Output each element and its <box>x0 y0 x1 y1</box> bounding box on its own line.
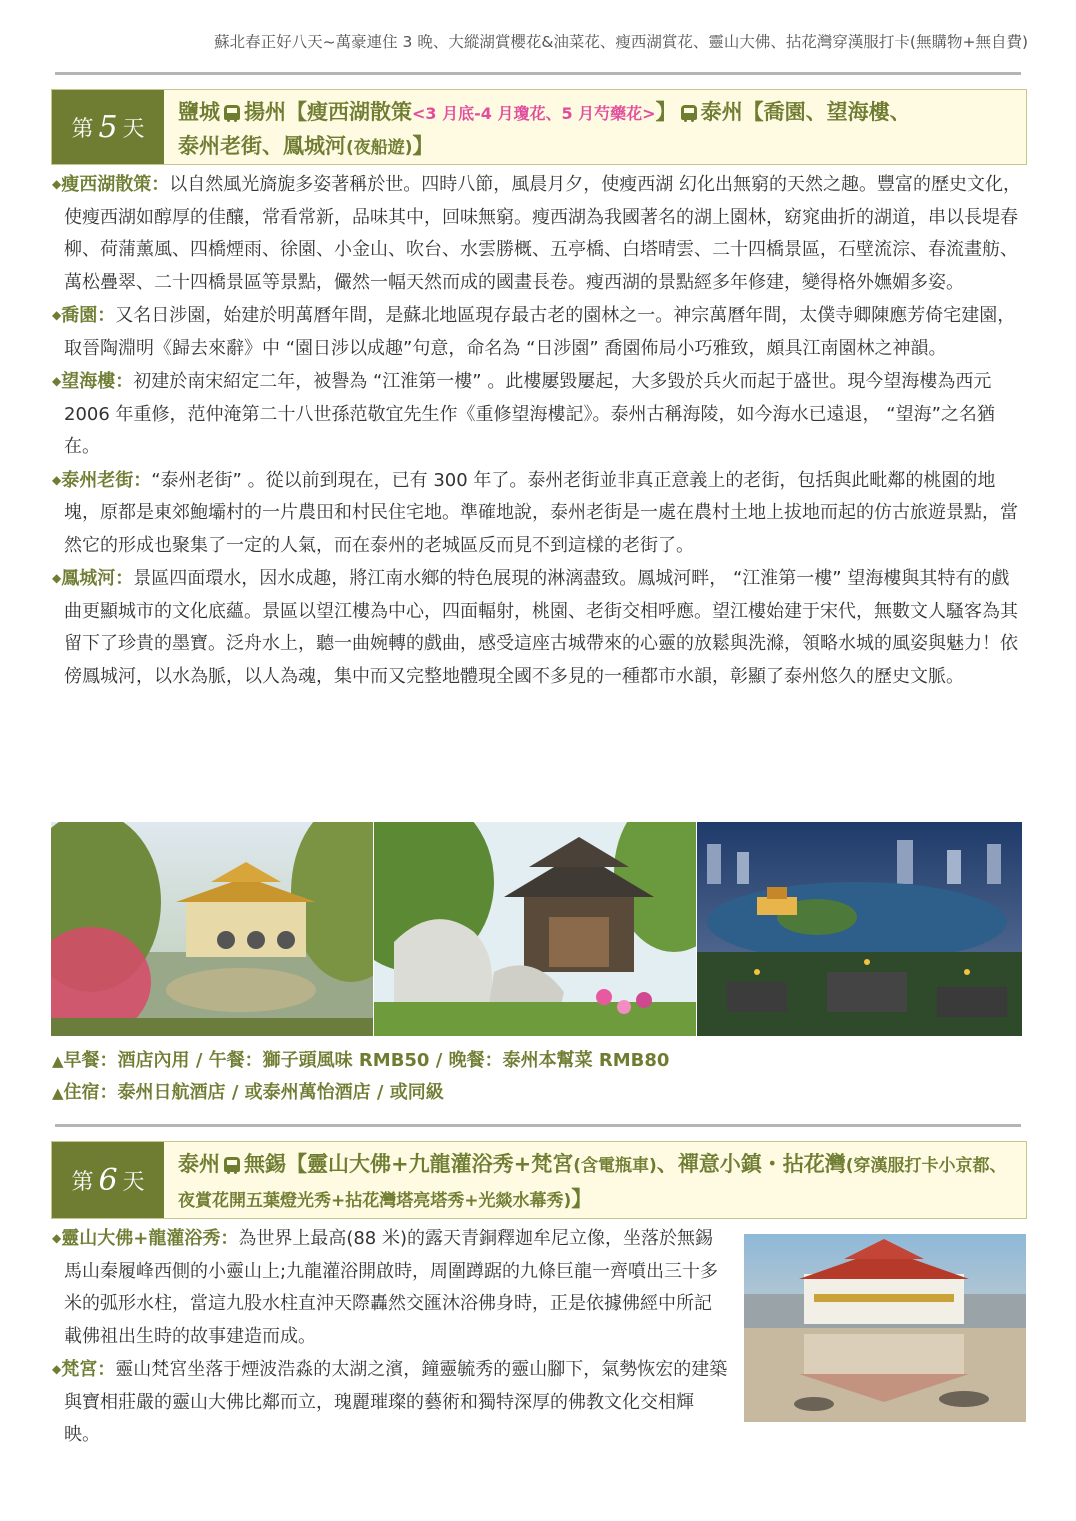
divider <box>55 72 1021 75</box>
day5-title: 鹽城 揚州【瘦西湖散策<3 月底-4 月瓊花、5 月芍藥花>】 泰州【喬園、望海樓、 泰州老街、鳳城河(夜船遊)】 <box>178 100 911 158</box>
diamond-bullet-icon: ◆ <box>52 308 62 322</box>
page-header: 蘇北春正好八天~萬豪連住 3 晚、大縱湖賞櫻花&油菜花、瘦西湖賞花、靈山大佛、拈花灣穿漢服打卡(無購物+無自費) <box>214 33 1028 51</box>
list-item: ◆瘦西湖散策：以自然風光旖旎多姿著稱於世。四時八節，風晨月夕，使瘦西湖 幻化出無窮的天然之趣。豐富的歷史文化，使瘦西湖如醇厚的佳釀，常看常新，品味其中，回味無窮。瘦西湖為我國著名的湖上園林，窈窕曲折的湖道，串以長堤春柳、荷蒲薰風、四橋煙雨、徐園、小金山、吹台、水雲勝概、五亭橋、白塔晴雲、二十四橋景區，石壁流淙、春流畫舫、萬松疊翠、二十四橋景區等景點，儼然一幅天然而成的國畫長卷。瘦西湖的景點經多年修建，變得格外嫵媚多姿。 <box>52 174 1021 293</box>
diamond-bullet-icon: ◆ <box>52 177 62 191</box>
day5-hotel: ▲住宿：泰州日航酒店 / 或泰州萬怡酒店 / 或同級 <box>52 1082 444 1103</box>
day6-items <box>52 1222 728 1452</box>
list-item: ◆鳳城河：景區四面環水，因水成趣，將江南水鄉的特色展現的淋漓盡致。鳳城河畔， “江淮第一樓” 望海樓與其特有的戲曲更顯城市的文化底蘊。景區以望江樓為中心，四面輻射，桃園、老街交相呼應。望江樓始建于宋代，無數文人騷客為其留下了珍貴的墨寶。泛舟水上，聽一曲婉轉的戲曲，感受這座古城帶來的心靈的放鬆與洗滌，領略水城的風姿與魅力！依傍鳳城河，以水為脈，以人為魂，集中而又完整地體現全國不多見的一種都市水韻，彰顯了泰州悠久的歷史文脈。 <box>52 568 1018 687</box>
day5-title-box <box>51 89 1027 165</box>
diamond-bullet-icon: ◆ <box>52 374 62 388</box>
day6-label: 第 6 天 <box>52 1142 164 1218</box>
list-item: ◆泰州老街：“泰州老街” 。從以前到現在，已有 300 年了。泰州老街並非真正意義上的老街，包括與此毗鄰的桃園的地塊，原都是東郊鮑壩村的一片農田和村民住宅地。準確地說，泰州老街是一處在農村土地上拔地而起的仿古旅遊景點，當然它的形成也聚集了一定的人氣，而在泰州的老城區反而見不到這樣的老街了。 <box>52 469 1018 556</box>
photo-lingshan-palace <box>744 1234 1026 1422</box>
list-item: ◆靈山大佛+龍灌浴秀：為世界上最高(88 米)的露天青銅釋迦牟尼立像，坐落於無錫馬山秦履峰西側的小靈山上;九龍灌浴開啟時，周圍蹲踞的九條巨龍一齊噴出三十多米的弧形水柱，當這九股水柱直沖天際轟然交匯沐浴佛身時，正是依據佛經中所記載佛祖出生時的故事建造而成。 <box>52 1228 719 1347</box>
diamond-bullet-icon: ◆ <box>52 571 62 585</box>
list-item: ◆喬園：又名日涉園，始建於明萬曆年間，是蘇北地區現存最古老的園林之一。神宗萬曆年間，太僕寺卿陳應芳倚宅建園，取晉陶淵明《歸去來辭》中 “園日涉以成趣”句意，命名為 “日涉園” 喬園佈局小巧雅致，頗具江南園林之神韻。 <box>52 305 1016 359</box>
day6-title: 泰州 無錫【靈山大佛+九龍灌浴秀+梵宮(含電瓶車)、禪意小鎮・拈花灣(穿漢服打卡小京都、夜賞花開五葉燈光秀+拈花灣塔亮塔秀+光燚水幕秀)】 <box>178 1152 1007 1211</box>
diamond-bullet-icon: ◆ <box>52 472 62 487</box>
photo-fengcheng-river <box>697 822 1022 1036</box>
photo-slender-west-lake <box>51 822 373 1036</box>
divider <box>55 1124 1021 1127</box>
day5-items <box>52 168 1024 693</box>
bus-icon <box>224 1157 240 1172</box>
bus-icon <box>224 105 240 120</box>
triangle-icon: ▲ <box>52 1052 64 1070</box>
bus-icon <box>681 105 697 120</box>
day5-meals: ▲早餐：酒店內用 / 午餐：獅子頭風味 RMB50 / 晚餐：泰州本幫菜 RMB80 <box>52 1050 670 1071</box>
list-item: ◆梵宮：靈山梵宮坐落于煙波浩淼的太湖之濱，鐘靈毓秀的靈山腳下，氣勢恢宏的建築與寶相莊嚴的靈山大佛比鄰而立，瑰麗璀璨的藝術和獨特深厚的佛教文化交相輝映。 <box>52 1359 728 1445</box>
photo-qiao-garden <box>374 822 696 1036</box>
list-item: ◆望海樓：初建於南宋紹定二年，被譽為 “江淮第一樓” 。此樓屢毀屢起，大多毀於兵火而起于盛世。現今望海樓為西元 2006 年重修，范仲淹第二十八世孫范敬宜先生作《重修望海樓記》。泰州古稱海陵，如今海水已遠退， “望海”之名猶在。 <box>52 371 995 457</box>
day6-title-box <box>51 1141 1027 1219</box>
triangle-icon: ▲ <box>52 1084 64 1102</box>
diamond-bullet-icon: ◆ <box>52 1231 62 1245</box>
diamond-bullet-icon: ◆ <box>52 1362 62 1376</box>
day5-label: 第 5 天 <box>52 90 164 164</box>
